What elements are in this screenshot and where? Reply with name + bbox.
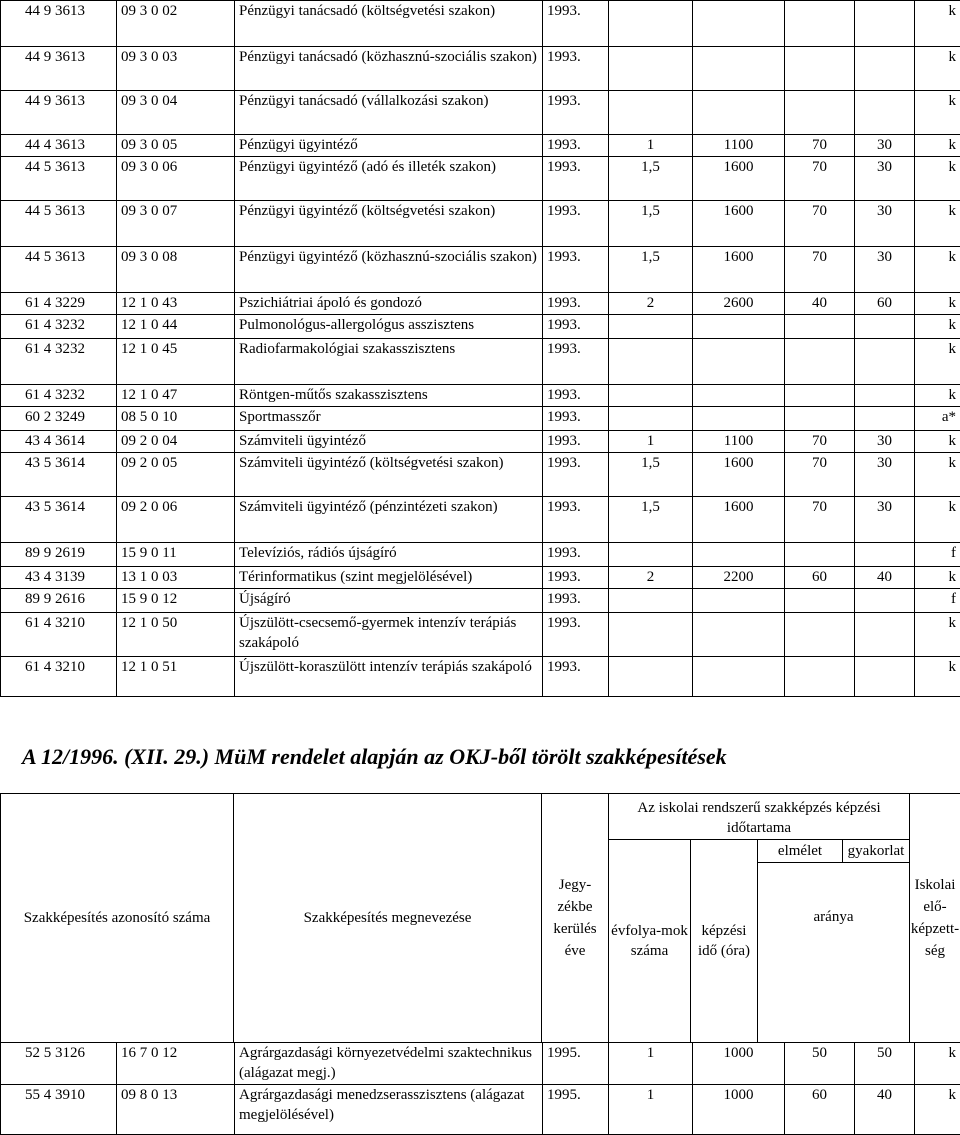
theory-ratio: [785, 47, 855, 91]
qualification-code: 44 5 3613: [1, 201, 117, 247]
theory-ratio: 70: [785, 431, 855, 453]
deleted-qualifications-body: [1, 1043, 960, 1135]
practice-ratio: [855, 385, 915, 407]
grade-count: 2: [609, 293, 693, 315]
register-number: 08 5 0 10: [117, 407, 235, 431]
training-hours: 1600: [693, 247, 785, 293]
entry-year: 1993.: [543, 497, 609, 543]
qualification-name: Pénzügyi ügyintéző (közhasznú-szociális szakon): [235, 247, 543, 293]
training-hours: 1600: [693, 453, 785, 497]
theory-ratio: [785, 91, 855, 135]
register-number: 09 8 0 13: [117, 1085, 235, 1135]
grade-count: [609, 407, 693, 431]
prior-education: a*: [915, 407, 960, 431]
header-theory: elmélet: [758, 840, 843, 863]
practice-ratio: 30: [855, 201, 915, 247]
training-hours: [693, 91, 785, 135]
practice-ratio: [855, 47, 915, 91]
qualification-code: 44 5 3613: [1, 157, 117, 201]
register-number: 09 3 0 05: [117, 135, 235, 157]
header-id-col: Szakképesítés azonosító száma: [1, 794, 234, 1043]
qualification-name: Pénzügyi ügyintéző (költségvetési szakon): [235, 201, 543, 247]
entry-year: 1993.: [543, 407, 609, 431]
register-number: 09 2 0 06: [117, 497, 235, 543]
practice-ratio: 30: [855, 247, 915, 293]
prior-education: f: [915, 589, 960, 613]
prior-education: k: [915, 91, 960, 135]
header-pre-col: Iskolai elő-képzett-ség: [910, 794, 960, 1043]
deleted-qualifications-header: [0, 793, 960, 1043]
qualification-name: Pulmonológus-allergológus asszisztens: [235, 315, 543, 339]
prior-education: k: [915, 431, 960, 453]
register-number: 09 3 0 08: [117, 247, 235, 293]
theory-ratio: 70: [785, 135, 855, 157]
table-row: [1, 613, 960, 657]
register-number: 09 2 0 05: [117, 453, 235, 497]
register-number: 12 1 0 43: [117, 293, 235, 315]
grade-count: [609, 315, 693, 339]
theory-ratio: 60: [785, 567, 855, 589]
table-row: [1, 1, 960, 47]
practice-ratio: [855, 613, 915, 657]
entry-year: 1993.: [543, 453, 609, 497]
register-number: 09 3 0 06: [117, 157, 235, 201]
theory-ratio: [785, 613, 855, 657]
qualification-code: 43 4 3614: [1, 431, 117, 453]
register-number: 15 9 0 11: [117, 543, 235, 567]
table-row: [1, 135, 960, 157]
qualification-code: 43 4 3139: [1, 567, 117, 589]
grade-count: 1,5: [609, 157, 693, 201]
practice-ratio: 30: [855, 497, 915, 543]
register-number: 09 3 0 04: [117, 91, 235, 135]
training-hours: [693, 385, 785, 407]
qualification-name: Agrárgazdasági környezetvédelmi szaktechnikus (alágazat megj.): [235, 1043, 543, 1085]
qualification-name: Számviteli ügyintéző: [235, 431, 543, 453]
section-title: A 12/1996. (XII. 29.) MüM rendelet alapján az OKJ-ből törölt szakképesítések: [22, 742, 727, 772]
grade-count: 1: [609, 1085, 693, 1135]
qualification-code: 89 9 2616: [1, 589, 117, 613]
qualification-name: Pénzügyi ügyintéző (adó és illeték szakon): [235, 157, 543, 201]
theory-ratio: 60: [785, 1085, 855, 1135]
table-row: [1, 91, 960, 135]
table-row: [1, 567, 960, 589]
practice-ratio: [855, 543, 915, 567]
grade-count: [609, 613, 693, 657]
header-name-col: Szakképesítés megnevezése: [234, 794, 542, 1043]
training-hours: 2200: [693, 567, 785, 589]
qualification-name: Pénzügyi tanácsadó (költségvetési szakon): [235, 1, 543, 47]
table-row: [1, 1085, 960, 1135]
grade-count: [609, 657, 693, 697]
entry-year: 1993.: [543, 431, 609, 453]
entry-year: 1993.: [543, 201, 609, 247]
table-row: [1, 431, 960, 453]
grade-count: [609, 385, 693, 407]
register-number: 12 1 0 50: [117, 613, 235, 657]
qualification-code: 60 2 3249: [1, 407, 117, 431]
prior-education: k: [915, 1043, 960, 1085]
practice-ratio: [855, 407, 915, 431]
training-hours: [693, 1, 785, 47]
qualification-code: 44 9 3613: [1, 1, 117, 47]
qualification-code: 61 4 3210: [1, 613, 117, 657]
qualification-code: 44 4 3613: [1, 135, 117, 157]
training-hours: 1000: [693, 1085, 785, 1135]
qualification-code: 61 4 3232: [1, 339, 117, 385]
entry-year: 1993.: [543, 339, 609, 385]
prior-education: k: [915, 1, 960, 47]
theory-ratio: 70: [785, 497, 855, 543]
grade-count: 1: [609, 431, 693, 453]
prior-education: k: [915, 497, 960, 543]
training-hours: 1600: [693, 497, 785, 543]
deleted-qualifications-table: [0, 1042, 960, 1135]
register-number: 12 1 0 44: [117, 315, 235, 339]
qualification-code: 55 4 3910: [1, 1085, 117, 1135]
training-hours: [693, 315, 785, 339]
qualification-name: Televíziós, rádiós újságíró: [235, 543, 543, 567]
qualification-code: 43 5 3614: [1, 453, 117, 497]
qualification-name: Radiofarmakológiai szakasszisztens: [235, 339, 543, 385]
prior-education: k: [915, 385, 960, 407]
prior-education: k: [915, 247, 960, 293]
grade-count: [609, 47, 693, 91]
qualification-name: Pénzügyi ügyintéző: [235, 135, 543, 157]
training-hours: 2600: [693, 293, 785, 315]
grade-count: [609, 589, 693, 613]
table-row: [1, 407, 960, 431]
training-hours: [693, 589, 785, 613]
theory-ratio: 70: [785, 453, 855, 497]
table-row: [1, 385, 960, 407]
qualification-code: 89 9 2619: [1, 543, 117, 567]
prior-education: k: [915, 453, 960, 497]
qualification-name: Újságíró: [235, 589, 543, 613]
table-row: [1, 201, 960, 247]
practice-ratio: 40: [855, 1085, 915, 1135]
register-number: 15 9 0 12: [117, 589, 235, 613]
entry-year: 1993.: [543, 657, 609, 697]
table-row: [1, 453, 960, 497]
register-number: 09 3 0 02: [117, 1, 235, 47]
training-hours: [693, 407, 785, 431]
entry-year: 1995.: [543, 1085, 609, 1135]
theory-ratio: [785, 657, 855, 697]
table-row: [1, 293, 960, 315]
grade-count: 1,5: [609, 497, 693, 543]
entry-year: 1993.: [543, 47, 609, 91]
practice-ratio: [855, 91, 915, 135]
theory-ratio: [785, 407, 855, 431]
theory-ratio: 70: [785, 247, 855, 293]
qualification-name: Számviteli ügyintéző (pénzintézeti szakon): [235, 497, 543, 543]
grade-count: 1,5: [609, 247, 693, 293]
qualifications-table-body: [1, 1, 960, 697]
qualification-code: 61 4 3232: [1, 385, 117, 407]
practice-ratio: 30: [855, 135, 915, 157]
prior-education: f: [915, 543, 960, 567]
qualification-name: Sportmasszőr: [235, 407, 543, 431]
theory-ratio: [785, 315, 855, 339]
training-hours: [693, 47, 785, 91]
table-row: [1, 47, 960, 91]
theory-ratio: [785, 339, 855, 385]
prior-education: k: [915, 293, 960, 315]
theory-ratio: 40: [785, 293, 855, 315]
training-hours: [693, 339, 785, 385]
training-hours: 1000: [693, 1043, 785, 1085]
qualification-code: 44 9 3613: [1, 91, 117, 135]
register-number: 09 3 0 07: [117, 201, 235, 247]
theory-ratio: [785, 1, 855, 47]
qualification-code: 61 4 3232: [1, 315, 117, 339]
training-hours: [693, 657, 785, 697]
practice-ratio: 30: [855, 157, 915, 201]
register-number: 12 1 0 45: [117, 339, 235, 385]
qualification-code: 44 5 3613: [1, 247, 117, 293]
table-row: [1, 497, 960, 543]
training-hours: 1600: [693, 157, 785, 201]
practice-ratio: 30: [855, 453, 915, 497]
prior-education: k: [915, 157, 960, 201]
prior-education: k: [915, 567, 960, 589]
register-number: 12 1 0 47: [117, 385, 235, 407]
theory-ratio: [785, 543, 855, 567]
header-practice: gyakorlat: [843, 840, 910, 863]
header-group-title: Az iskolai rendszerű szakképzés képzési időtartama: [609, 794, 910, 840]
qualification-name: Pénzügyi tanácsadó (vállalkozási szakon): [235, 91, 543, 135]
prior-education: k: [915, 657, 960, 697]
qualification-name: Agrárgazdasági menedzserasszisztens (alágazat megjelölésével): [235, 1085, 543, 1135]
practice-ratio: [855, 315, 915, 339]
training-hours: 1100: [693, 431, 785, 453]
header-year-col: Jegy-zékbe kerülés éve: [542, 794, 609, 1043]
qualification-code: 61 4 3210: [1, 657, 117, 697]
prior-education: k: [915, 613, 960, 657]
entry-year: 1993.: [543, 589, 609, 613]
grade-count: 1: [609, 1043, 693, 1085]
grade-count: [609, 91, 693, 135]
qualification-code: 61 4 3229: [1, 293, 117, 315]
qualification-name: Pszichiátriai ápoló és gondozó: [235, 293, 543, 315]
prior-education: k: [915, 47, 960, 91]
practice-ratio: [855, 339, 915, 385]
theory-ratio: 50: [785, 1043, 855, 1085]
prior-education: k: [915, 1085, 960, 1135]
table-row: [1, 157, 960, 201]
entry-year: 1993.: [543, 157, 609, 201]
prior-education: k: [915, 315, 960, 339]
grade-count: 1: [609, 135, 693, 157]
qualification-name: Térinformatikus (szint megjelölésével): [235, 567, 543, 589]
qualification-name: Pénzügyi tanácsadó (közhasznú-szociális szakon): [235, 47, 543, 91]
qualification-code: 43 5 3614: [1, 497, 117, 543]
training-hours: 1600: [693, 201, 785, 247]
grade-count: 1,5: [609, 453, 693, 497]
grade-count: 2: [609, 567, 693, 589]
practice-ratio: [855, 657, 915, 697]
table-row: [1, 247, 960, 293]
theory-ratio: [785, 385, 855, 407]
grade-count: [609, 543, 693, 567]
training-hours: 1100: [693, 135, 785, 157]
prior-education: k: [915, 201, 960, 247]
table-row: [1, 1043, 960, 1085]
entry-year: 1993.: [543, 293, 609, 315]
practice-ratio: [855, 1, 915, 47]
prior-education: k: [915, 339, 960, 385]
practice-ratio: 40: [855, 567, 915, 589]
entry-year: 1993.: [543, 247, 609, 293]
register-number: 09 3 0 03: [117, 47, 235, 91]
grade-count: 1,5: [609, 201, 693, 247]
entry-year: 1993.: [543, 315, 609, 339]
practice-ratio: 30: [855, 431, 915, 453]
register-number: 13 1 0 03: [117, 567, 235, 589]
qualification-name: Újszülött-csecsemő-gyermek intenzív terápiás szakápoló: [235, 613, 543, 657]
register-number: 12 1 0 51: [117, 657, 235, 697]
practice-ratio: 50: [855, 1043, 915, 1085]
practice-ratio: 60: [855, 293, 915, 315]
entry-year: 1993.: [543, 567, 609, 589]
grade-count: [609, 1, 693, 47]
header-years-col: évfolya-mok száma: [609, 840, 691, 1043]
header-hours-col: képzési idő (óra): [691, 840, 758, 1043]
entry-year: 1993.: [543, 385, 609, 407]
entry-year: 1993.: [543, 543, 609, 567]
entry-year: 1993.: [543, 135, 609, 157]
training-hours: [693, 543, 785, 567]
qualification-code: 44 9 3613: [1, 47, 117, 91]
prior-education: k: [915, 135, 960, 157]
theory-ratio: [785, 589, 855, 613]
theory-ratio: 70: [785, 157, 855, 201]
header-ratio: aránya: [758, 863, 910, 1043]
training-hours: [693, 613, 785, 657]
entry-year: 1993.: [543, 613, 609, 657]
theory-ratio: 70: [785, 201, 855, 247]
table-row: [1, 543, 960, 567]
qualification-code: 52 5 3126: [1, 1043, 117, 1085]
table-row: [1, 315, 960, 339]
table-row: [1, 339, 960, 385]
entry-year: 1993.: [543, 1, 609, 47]
entry-year: 1995.: [543, 1043, 609, 1085]
qualification-name: Újszülött-koraszülött intenzív terápiás szakápoló: [235, 657, 543, 697]
entry-year: 1993.: [543, 91, 609, 135]
table-row: [1, 657, 960, 697]
register-number: 16 7 0 12: [117, 1043, 235, 1085]
qualification-name: Számviteli ügyintéző (költségvetési szakon): [235, 453, 543, 497]
table-row: [1, 589, 960, 613]
qualification-name: Röntgen-műtős szakasszisztens: [235, 385, 543, 407]
practice-ratio: [855, 589, 915, 613]
register-number: 09 2 0 04: [117, 431, 235, 453]
grade-count: [609, 339, 693, 385]
